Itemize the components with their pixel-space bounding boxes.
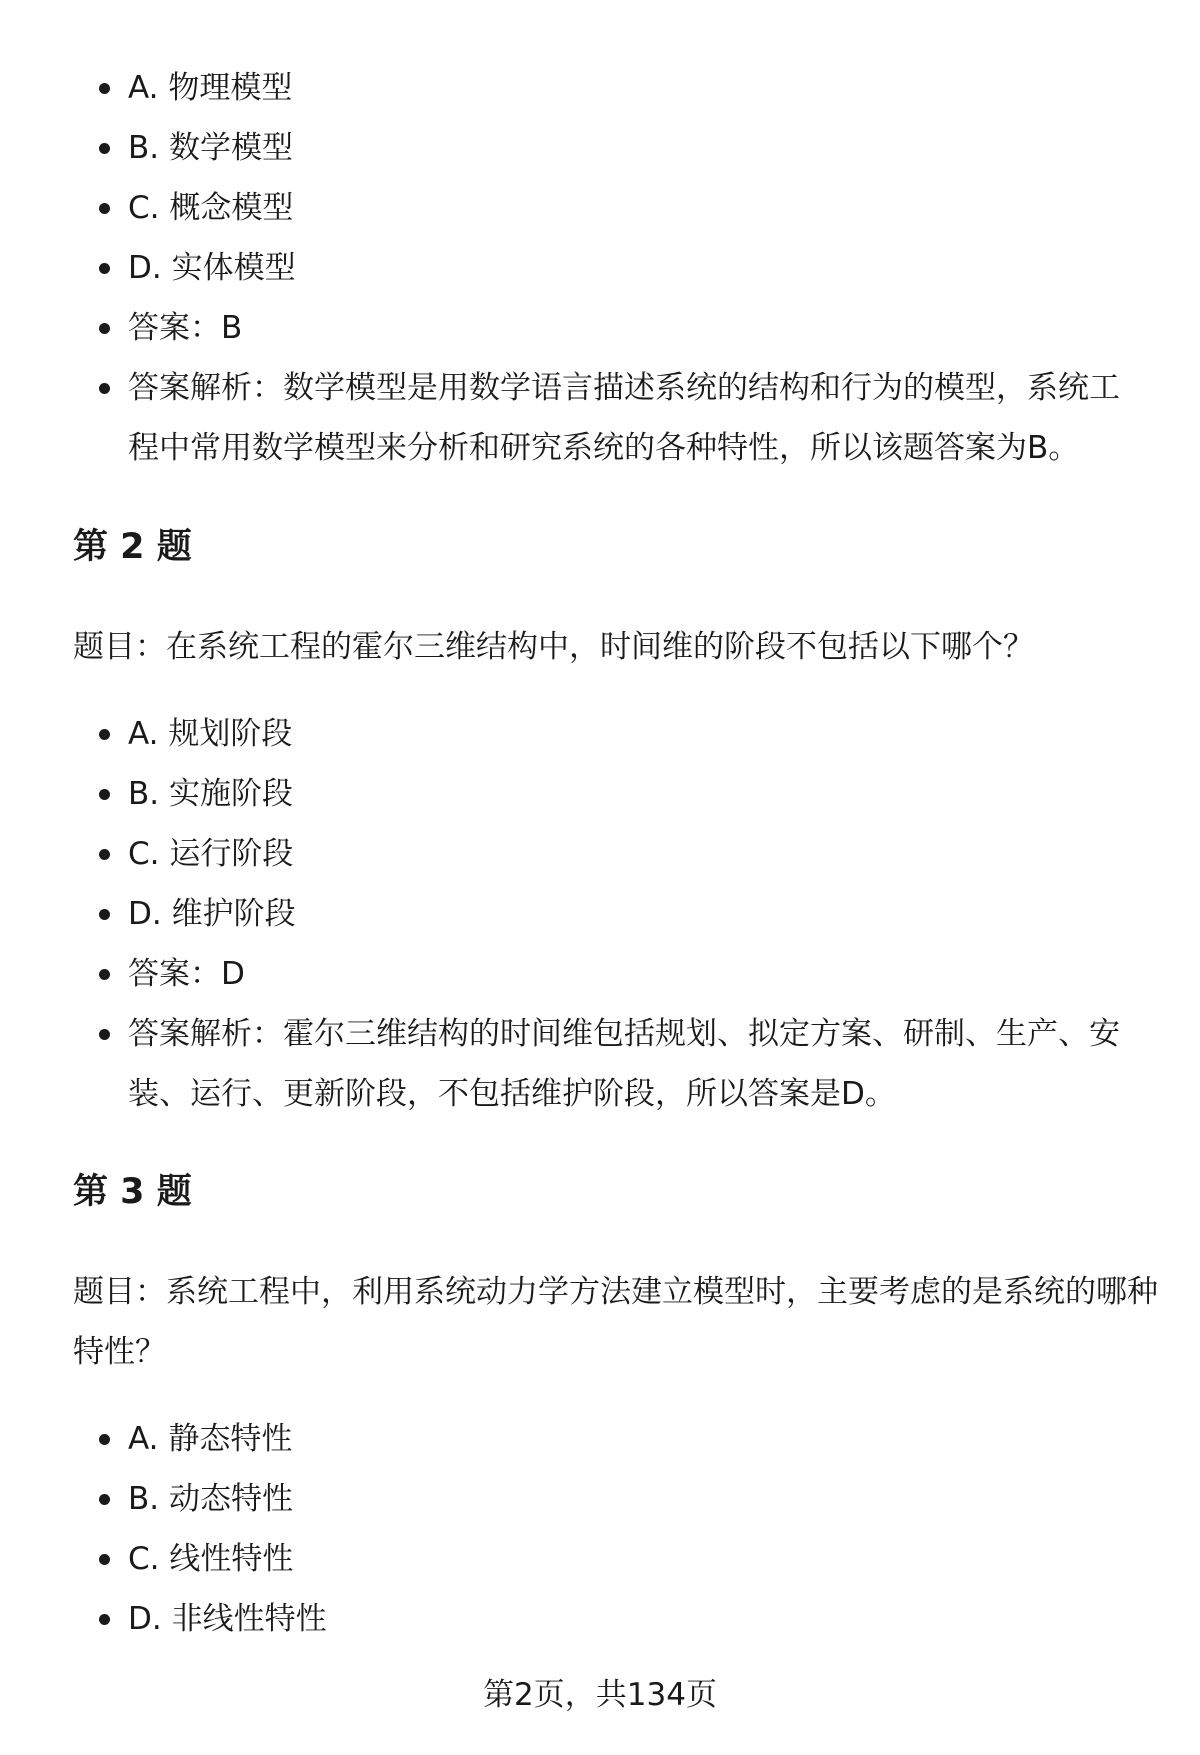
q1-option-a: A. 物理模型: [0, 58, 1148, 118]
q3-question: 题目：系统工程中，利用系统动力学方法建立模型时，主要考虑的是系统的哪种特性？: [73, 1274, 1158, 1370]
q2-heading: 第 2 题: [73, 527, 192, 567]
q2-question: 题目：在系统工程的霍尔三维结构中，时间维的阶段不包括以下哪个？: [73, 629, 1034, 665]
q2-option-list: [0, 704, 1148, 1124]
q3-option-c: C. 线性特性: [0, 1529, 1148, 1589]
q2-option-c: C. 运行阶段: [0, 824, 1148, 884]
q1-option-d: D. 实体模型: [0, 238, 1148, 298]
q2-answer: 答案：D: [0, 944, 1148, 1004]
q1-answer: 答案：B: [0, 298, 1148, 358]
q3-option-list: [0, 1409, 1148, 1649]
q1-option-b: B. 数学模型: [0, 118, 1148, 178]
q3-heading: 第 3 题: [73, 1172, 192, 1212]
q3-option-d: D. 非线性特性: [0, 1589, 1148, 1649]
q1-option-list: [0, 58, 1148, 478]
q2-explanation: 答案解析：霍尔三维结构的时间维包括规划、拟定方案、研制、生产、安装、运行、更新阶段，不包括维护阶段，所以答案是D。: [0, 1004, 1148, 1124]
q2-option-a: A. 规划阶段: [0, 704, 1148, 764]
page-number-footer: 第2页，共134页: [483, 1677, 717, 1713]
q2-option-b: B. 实施阶段: [0, 764, 1148, 824]
q1-explanation: 答案解析：数学模型是用数学语言描述系统的结构和行为的模型，系统工程中常用数学模型来分析和研究系统的各种特性，所以该题答案为B。: [0, 358, 1148, 478]
q2-option-d: D. 维护阶段: [0, 884, 1148, 944]
q1-option-c: C. 概念模型: [0, 178, 1148, 238]
q3-option-a: A. 静态特性: [0, 1409, 1148, 1469]
q3-option-b: B. 动态特性: [0, 1469, 1148, 1529]
